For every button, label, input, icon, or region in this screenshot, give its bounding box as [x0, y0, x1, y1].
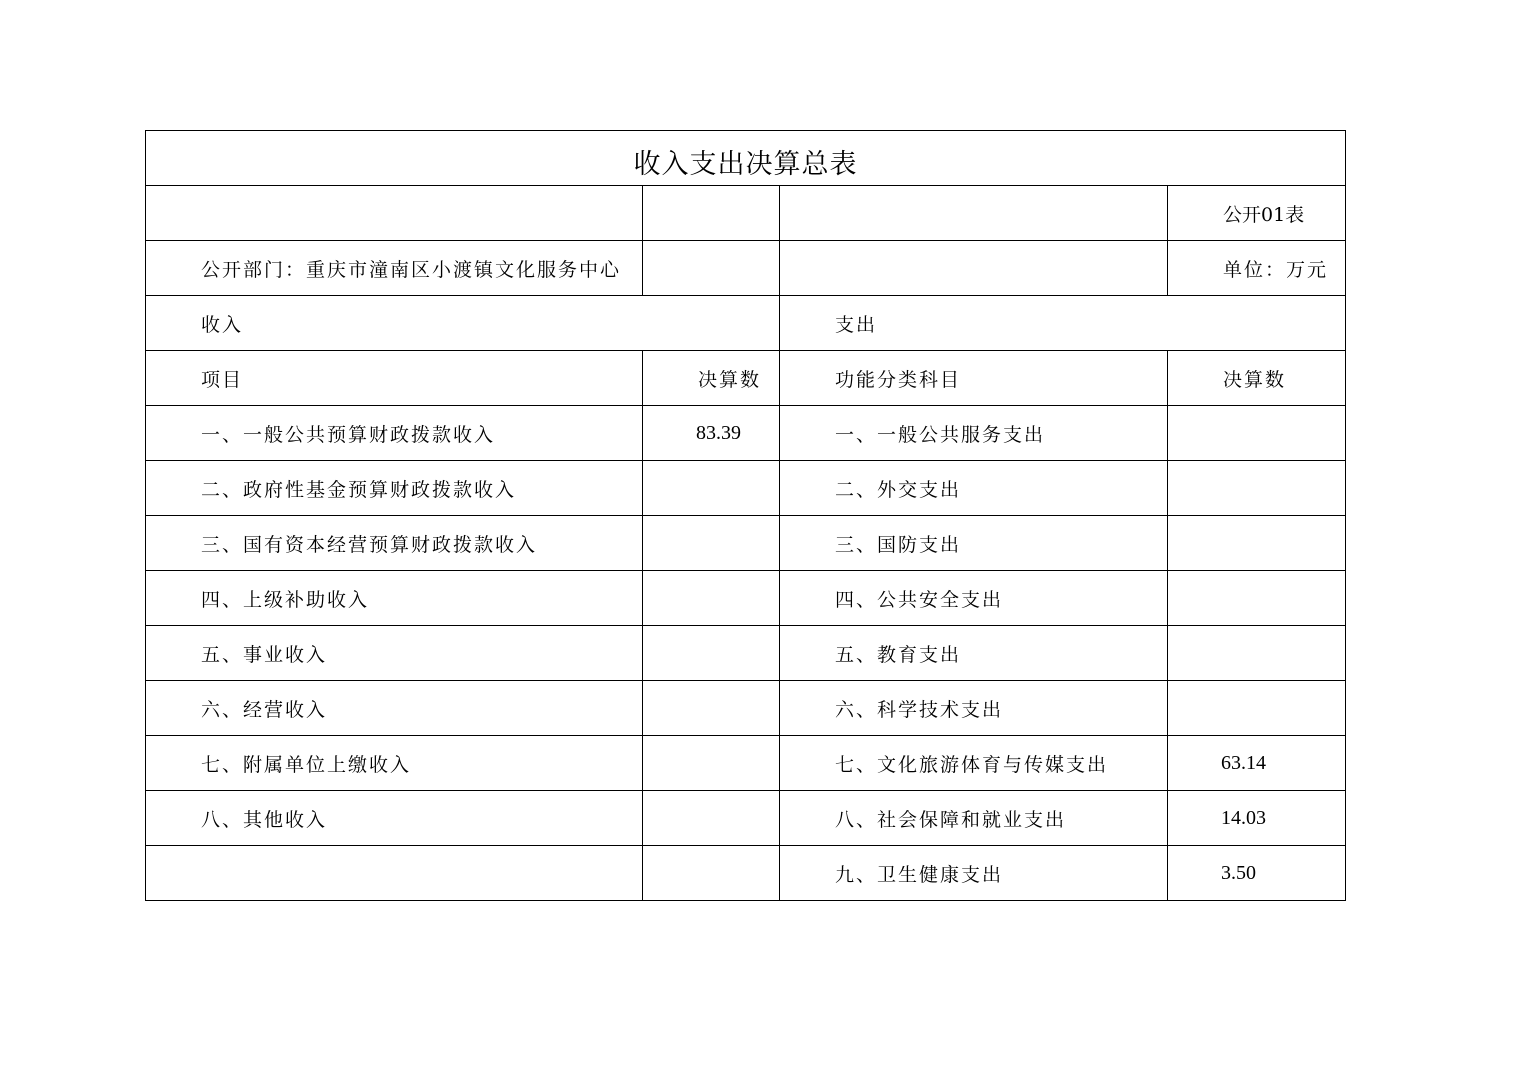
income-amount-cell [643, 461, 780, 516]
income-amount-header: 决算数 [643, 351, 780, 406]
income-item-cell: 七、附属单位上缴收入 [146, 736, 643, 791]
table-row [146, 626, 1346, 681]
income-item-cell: 六、经营收入 [146, 681, 643, 736]
expense-amount-header: 决算数 [1168, 351, 1346, 406]
expense-amount-cell: 63.14 [1168, 736, 1346, 791]
income-item-header: 项目 [146, 351, 643, 406]
table-row [146, 736, 1346, 791]
income-expense-summary-table [145, 130, 1346, 901]
income-item-cell: 一、一般公共预算财政拨款收入 [146, 406, 643, 461]
empty-cell [780, 241, 1168, 296]
expense-amount-cell [1168, 626, 1346, 681]
expense-item-cell: 八、社会保障和就业支出 [780, 791, 1168, 846]
department-label: 公开部门：重庆市潼南区小渡镇文化服务中心 [146, 241, 643, 296]
expense-amount-cell [1168, 681, 1346, 736]
income-amount-cell [643, 571, 780, 626]
table-row [146, 791, 1346, 846]
table-number-label: 公开01表 [1168, 186, 1346, 241]
income-amount-cell [643, 681, 780, 736]
expense-item-cell: 七、文化旅游体育与传媒支出 [780, 736, 1168, 791]
empty-cell [146, 186, 643, 241]
expense-item-cell: 九、卫生健康支出 [780, 846, 1168, 901]
column-header-row [146, 351, 1346, 406]
expense-amount-cell [1168, 406, 1346, 461]
income-amount-cell [643, 736, 780, 791]
table-row [146, 406, 1346, 461]
income-amount-cell [643, 846, 780, 901]
table-number-row [146, 186, 1346, 241]
income-item-cell [146, 846, 643, 901]
expense-item-cell: 五、教育支出 [780, 626, 1168, 681]
income-item-cell: 三、国有资本经营预算财政拨款收入 [146, 516, 643, 571]
expense-amount-cell [1168, 571, 1346, 626]
table-row [146, 461, 1346, 516]
income-amount-cell [643, 516, 780, 571]
expense-item-cell: 一、一般公共服务支出 [780, 406, 1168, 461]
expense-item-cell: 六、科学技术支出 [780, 681, 1168, 736]
table-row [146, 846, 1346, 901]
income-item-cell: 四、上级补助收入 [146, 571, 643, 626]
expense-item-header: 功能分类科目 [780, 351, 1168, 406]
table-row [146, 516, 1346, 571]
expense-amount-cell [1168, 516, 1346, 571]
unit-label: 单位：万元 [1168, 241, 1346, 296]
income-item-cell: 二、政府性基金预算财政拨款收入 [146, 461, 643, 516]
table-row [146, 681, 1346, 736]
expense-item-cell: 四、公共安全支出 [780, 571, 1168, 626]
income-amount-cell: 83.39 [643, 406, 780, 461]
expense-amount-cell [1168, 461, 1346, 516]
empty-cell [643, 186, 780, 241]
table-row [146, 571, 1346, 626]
expense-amount-cell: 14.03 [1168, 791, 1346, 846]
income-item-cell: 八、其他收入 [146, 791, 643, 846]
income-section-header: 收入 [146, 296, 780, 351]
income-amount-cell [643, 626, 780, 681]
title-row [146, 131, 1346, 186]
income-item-cell: 五、事业收入 [146, 626, 643, 681]
expense-item-cell: 三、国防支出 [780, 516, 1168, 571]
expense-item-cell: 二、外交支出 [780, 461, 1168, 516]
section-header-row [146, 296, 1346, 351]
expense-section-header: 支出 [780, 296, 1346, 351]
empty-cell [780, 186, 1168, 241]
income-amount-cell [643, 791, 780, 846]
expense-amount-cell: 3.50 [1168, 846, 1346, 901]
table-title: 收入支出决算总表 [146, 131, 1346, 186]
empty-cell [643, 241, 780, 296]
department-row [146, 241, 1346, 296]
